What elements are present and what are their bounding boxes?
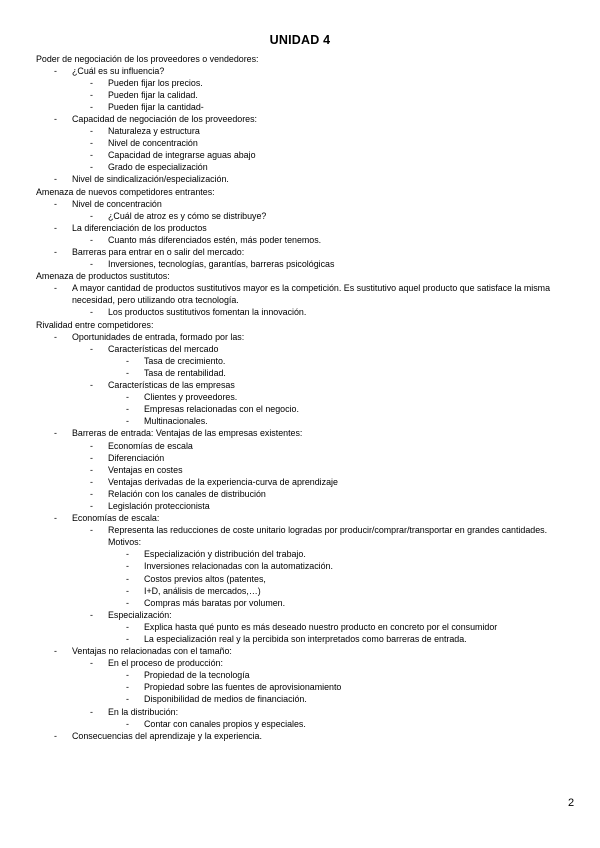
outline-item [36,367,564,379]
outline-item [36,198,564,210]
outline-item [36,234,564,246]
outline-item-text: Barreras de entrada: Ventajas de las empresas existentes: [72,428,303,439]
outline-item [36,512,564,524]
bullet-dash: - [90,101,93,112]
outline-item-text: ¿Cuál de atroz es y cómo se distribuye? [108,210,267,221]
outline-item-text: La diferenciación de los productos [72,222,207,233]
outline-item-text: Propiedad de la tecnología [144,670,250,681]
bullet-dash: - [90,609,93,620]
outline-item-text: Economías de escala: [72,513,160,524]
outline-item [36,440,564,452]
outline-item [36,282,564,306]
bullet-dash: - [126,634,129,644]
outline-item-text: Cuanto más diferenciados estén, más poder tenemos. [108,234,322,245]
bullet-dash: - [126,404,129,415]
outline-item [36,246,564,258]
outline-item [36,706,564,718]
outline-item-text: Amenaza de nuevos competidores entrantes: [36,186,215,197]
bullet-dash: - [90,138,93,149]
outline-item [36,343,564,355]
outline-item-text: Clientes y proveedores. [144,392,238,403]
bullet-dash: - [54,646,57,657]
outline-item [36,633,564,645]
outline-item-text: Inversiones relacionadas con la automatización. [144,561,333,572]
bullet-dash: - [54,283,57,294]
outline-item [36,573,564,585]
outline-item-text: A mayor cantidad de productos sustitutivos mayor es la competición. Es sustitutivo aquel producto que satisface la misma necesidad, pero utilizando otra tecnología. [72,283,551,306]
bullet-dash: - [126,718,129,729]
outline-item [36,718,564,730]
bullet-dash: - [126,355,129,366]
bullet-dash: - [126,392,129,403]
bullet-dash: - [126,367,129,378]
outline-item [36,476,564,488]
outline-item-text: Amenaza de productos sustitutos: [36,271,170,282]
outline-item-text: ¿Cuál es su influencia? [72,65,165,76]
outline-item [36,306,564,318]
outline-item [36,452,564,464]
bullet-dash: - [90,380,93,391]
bullet-dash: - [126,670,129,681]
outline-item [36,609,564,621]
bullet-dash: - [54,730,57,741]
outline-item-text: En el proceso de producción: [108,658,223,669]
outline-item-text: Capacidad de integrarse aguas abajo [108,150,256,161]
outline-item [36,137,564,149]
outline-item-text: Empresas relacionadas con el negocio. [144,404,299,415]
bullet-dash: - [90,126,93,137]
outline-item-text: Pueden fijar los precios. [108,77,203,88]
outline-item [36,500,564,512]
outline-item [36,173,564,185]
bullet-dash: - [90,162,93,173]
outline-item-text: Legislación proteccionista [108,500,210,511]
outline-item [36,89,564,101]
bullet-dash: - [90,464,93,475]
outline-item-text: Contar con canales propios y especiales. [144,718,306,729]
bullet-dash: - [54,174,57,185]
page-number: 2 [568,797,575,809]
outline-item [36,391,564,403]
outline-item-text: Propiedad sobre las fuentes de aprovisionamiento [144,682,342,693]
bullet-dash: - [90,452,93,463]
outline-item [36,270,564,282]
bullet-dash: - [54,513,57,524]
outline-item-text: Nivel de concentración [108,138,198,149]
outline-item [36,125,564,137]
outline-item-text: Grado de especialización [108,162,208,173]
outline-item-text: Capacidad de negociación de los proveedores: [72,113,258,124]
outline-item-text: Ventajas derivadas de la experiencia-curva de aprendizaje [108,476,338,487]
outline-item [36,101,564,113]
outline-item-text: Naturaleza y estructura [108,126,200,137]
page-title: UNIDAD 4 [269,33,331,47]
bullet-dash: - [54,428,57,439]
bullet-dash: - [126,597,129,608]
outline-item [36,415,564,427]
outline-item-text: Multinacionales. [144,416,208,427]
bullet-dash: - [54,331,57,342]
outline-item [36,669,564,681]
outline-item-text: Tasa de rentabilidad. [144,367,226,378]
outline-item-text: Tasa de crecimiento. [144,355,226,366]
outline-item-text: Disponibilidad de medios de financiación. [144,694,307,705]
bullet-dash: - [126,694,129,705]
bullet-dash: - [90,343,93,354]
outline-item-text: En la distribución: [108,706,179,717]
outline-item [36,258,564,270]
outline-item [36,488,564,500]
bullet-dash: - [90,440,93,451]
outline-item-text: Explica hasta qué punto es más deseado nuestro producto en concreto por el consumidor [144,621,498,632]
outline-item [36,379,564,391]
outline-item-text: Especialización y distribución del trabajo. [144,549,306,560]
bullet-dash: - [126,561,129,572]
outline-item-text: Oportunidades de entrada, formado por las: [72,331,245,342]
outline-list [36,53,564,742]
outline-item [36,222,564,234]
outline-item-text: Características del mercado [108,343,219,354]
bullet-dash: - [90,500,93,511]
outline-item [36,657,564,669]
outline-item [36,210,564,222]
outline-item-text: Ventajas no relacionadas con el tamaño: [72,646,232,657]
outline-item-text: Nivel de sindicalización/especialización. [72,174,229,185]
outline-item-text: Ventajas en costes [108,464,183,475]
outline-item [36,403,564,415]
bullet-dash: - [54,222,57,233]
bullet-dash: - [126,573,129,584]
outline-item-text: Inversiones, tecnologías, garantías, barreras psicológicas [108,259,335,270]
outline-item [36,319,564,331]
outline-item [36,645,564,657]
outline-item-text: Los productos sustitutivos fomentan la innovación. [108,307,307,318]
outline-item [36,681,564,693]
bullet-dash: - [90,259,93,270]
outline-item-text: Nivel de concentración [72,198,162,209]
outline-item [36,65,564,77]
outline-item-text: Pueden fijar la calidad. [108,89,198,100]
bullet-dash: - [90,706,93,717]
outline-item [36,149,564,161]
bullet-dash: - [126,416,129,427]
bullet-dash: - [90,77,93,88]
outline-item [36,113,564,125]
outline-item-text: Pueden fijar la cantidad- [108,101,204,112]
outline-item [36,730,564,742]
outline-item [36,548,564,560]
bullet-dash: - [126,682,129,693]
outline-item-text: I+D, análisis de mercados,…) [144,585,261,596]
outline-item-text: Rivalidad entre competidores: [36,319,154,330]
outline-item [36,524,564,548]
outline-item-text: Compras más baratas por volumen. [144,597,286,608]
outline-item [36,597,564,609]
outline-item-text: Representa las reducciones de coste unitario logradas por producir/comprar/transportar en grandes cantidades. Motivos: [108,525,548,548]
outline-item [36,186,564,198]
bullet-dash: - [54,247,57,257]
outline-item [36,560,564,572]
bullet-dash: - [54,198,57,209]
bullet-dash: - [90,658,93,669]
outline-item-text: Barreras para entrar en o salir del mercado: [72,247,245,257]
outline-item [36,693,564,705]
outline-item [36,77,564,89]
bullet-dash: - [90,89,93,100]
outline-item-text: Relación con los canales de distribución [108,488,266,499]
outline-item [36,621,564,633]
outline-item [36,161,564,173]
bullet-dash: - [90,210,93,221]
bullet-dash: - [126,585,129,596]
outline-item [36,585,564,597]
bullet-dash: - [126,549,129,560]
bullet-dash: - [54,113,57,124]
bullet-dash: - [90,525,93,536]
outline-item [36,355,564,367]
outline-item-text: Consecuencias del aprendizaje y la experiencia. [72,730,262,741]
bullet-dash: - [90,234,93,245]
outline-item-text: Costos previos altos (patentes, [144,573,266,584]
outline-item [36,53,564,65]
bullet-dash: - [90,476,93,487]
bullet-dash: - [90,307,93,318]
bullet-dash: - [90,488,93,499]
outline-item [36,427,564,439]
outline-item [36,331,564,343]
outline-item-text: Economías de escala [108,440,193,451]
outline-item [36,464,564,476]
outline-item-text: Características de las empresas [108,380,235,391]
outline-item-text: Especialización: [108,609,172,620]
outline-item-text: La especialización real y la percibida son interpretados como barreras de entrada. [144,634,467,644]
bullet-dash: - [54,65,57,76]
bullet-dash: - [126,621,129,632]
bullet-dash: - [90,150,93,161]
outline-item-text: Poder de negociación de los proveedores o vendedores: [36,53,259,64]
outline-item-text: Diferenciación [108,452,165,463]
